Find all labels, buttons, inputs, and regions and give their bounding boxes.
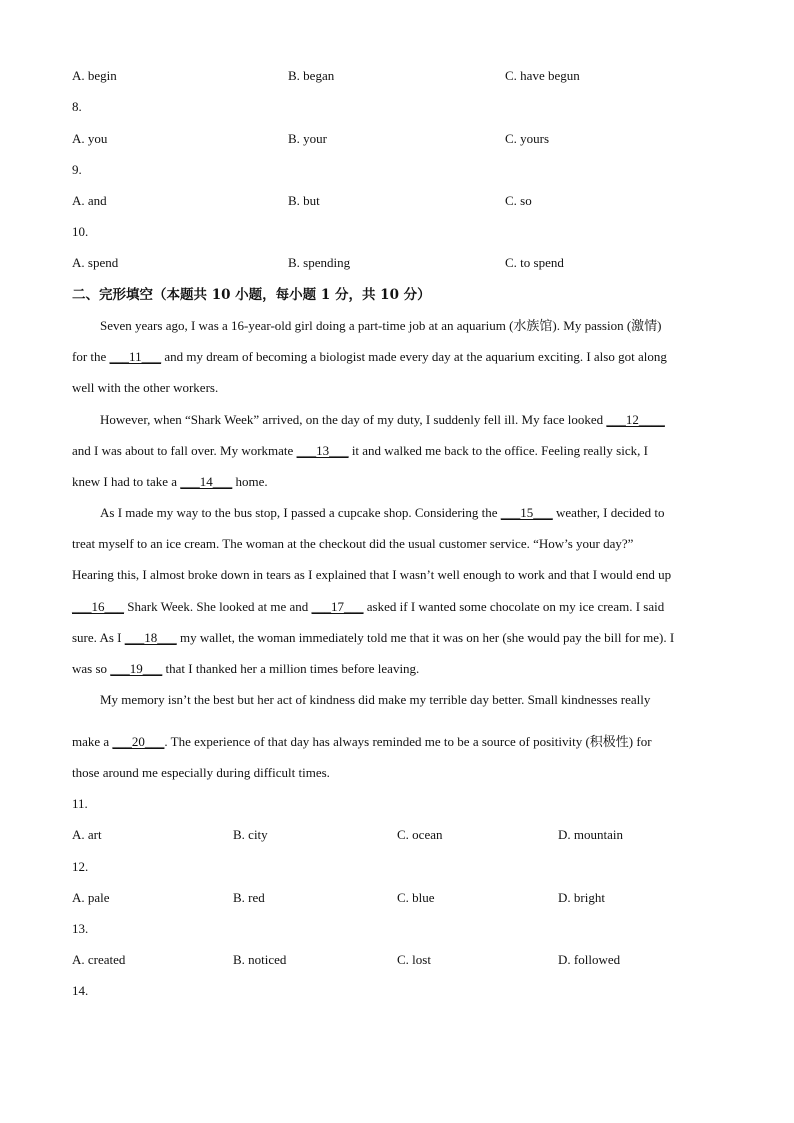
q9-option-a: A. and <box>72 193 107 208</box>
q10-option-a: A. spend <box>72 255 119 270</box>
q7-option-c: C. have begun <box>505 68 580 83</box>
blank-17: ___17___ <box>311 599 364 614</box>
passage-text: . The experience of that day has always reminded me to be a source of positivity (积极性) for <box>164 734 652 749</box>
q8-option-c: C. yours <box>505 131 550 146</box>
passage-line <box>100 505 752 521</box>
passage-line <box>72 734 724 750</box>
passage-line: Hearing this, I almost broke down in tears as I explained that I wasn’t well enough to work and that I would end up <box>72 567 672 582</box>
q9-option-c: C. so <box>505 193 532 208</box>
q13-option-a: A. created <box>72 952 126 967</box>
passage-text: sure. As I <box>72 630 125 645</box>
q7-option-b: B. began <box>288 68 335 83</box>
q12-number: 12. <box>72 859 89 874</box>
passage-text: that I thanked her a million times before leaving. <box>162 661 420 676</box>
q11-option-d: D. mountain <box>558 827 623 842</box>
q11-option-b: B. city <box>233 827 268 842</box>
q13-number: 13. <box>72 921 89 936</box>
passage-line <box>100 412 752 428</box>
passage-line <box>72 599 724 615</box>
passage-line <box>72 661 724 677</box>
q7-option-a: A. begin <box>72 68 117 83</box>
q12-option-d: D. bright <box>558 890 605 905</box>
passage-line <box>72 630 724 646</box>
q9-option-b: B. but <box>288 193 320 208</box>
q8-option-a: A. you <box>72 131 108 146</box>
blank-20: ___20___ <box>112 734 165 749</box>
blank-14: ___14___ <box>180 474 233 489</box>
passage-text: for the <box>72 349 110 364</box>
passage-text: and my dream of becoming a biologist made every day at the aquarium exciting. I also got along <box>161 349 667 364</box>
passage-text: my wallet, the woman immediately told me that it was on her (she would pay the bill for me). I <box>176 630 675 645</box>
passage-line <box>72 443 724 459</box>
passage-line: those around me especially during difficult times. <box>72 765 330 780</box>
q13-option-c: C. lost <box>397 952 431 967</box>
q10-option-b: B. spending <box>288 255 351 270</box>
blank-12: ___12____ <box>606 412 665 427</box>
q12-option-c: C. blue <box>397 890 435 905</box>
q11-option-c: C. ocean <box>397 827 443 842</box>
q14-number: 14. <box>72 983 89 998</box>
q13-option-d: D. followed <box>558 952 621 967</box>
q12-option-b: B. red <box>233 890 265 905</box>
q8-option-b: B. your <box>288 131 327 146</box>
passage-text: it and walked me back to the office. Feeling really sick, I <box>348 443 648 458</box>
q11-number: 11. <box>72 796 88 811</box>
q10-number: 10. <box>72 224 89 239</box>
blank-11: ___11___ <box>109 349 162 364</box>
blank-18: ___18___ <box>124 630 177 645</box>
section-heading: 二、完形填空（本题共 10 小题，每小题 1 分，共 10 分） <box>72 287 431 303</box>
passage-text: asked if I wanted some chocolate on my ice cream. I said <box>363 599 665 614</box>
passage-line: well with the other workers. <box>72 380 219 395</box>
passage-text: was so <box>72 661 111 676</box>
passage-line <box>72 349 724 365</box>
passage-line: My memory isn’t the best but her act of kindness did make my terrible day better. Small kindnesses really <box>100 692 651 707</box>
passage-text: knew I had to take a <box>72 474 181 489</box>
passage-text: However, when “Shark Week” arrived, on the day of my duty, I suddenly fell ill. My face looked <box>100 412 607 427</box>
passage-line <box>72 474 724 490</box>
blank-16: ___16___ <box>72 599 124 614</box>
q11-option-a: A. art <box>72 827 102 842</box>
passage-text: home. <box>232 474 268 489</box>
blank-13: ___13___ <box>296 443 349 458</box>
q12-option-a: A. pale <box>72 890 110 905</box>
blank-19: ___19___ <box>110 661 163 676</box>
passage-text: make a <box>72 734 113 749</box>
q13-option-b: B. noticed <box>233 952 287 967</box>
passage-line: treat myself to an ice cream. The woman at the checkout did the usual customer service. “How’s your day?” <box>72 536 634 551</box>
passage-line: Seven years ago, I was a 16-year-old girl doing a part-time job at an aquarium (水族馆). My passion (激情) <box>100 318 662 333</box>
passage-text: As I made my way to the bus stop, I passed a cupcake shop. Considering the <box>100 505 501 520</box>
passage-text: weather, I decided to <box>552 505 665 520</box>
q9-number: 9. <box>72 162 82 177</box>
q8-number: 8. <box>72 99 82 114</box>
passage-text: and I was about to fall over. My workmate <box>72 443 297 458</box>
blank-15: ___15___ <box>500 505 553 520</box>
passage-text: Shark Week. She looked at me and <box>124 599 312 614</box>
q10-option-c: C. to spend <box>505 255 564 270</box>
